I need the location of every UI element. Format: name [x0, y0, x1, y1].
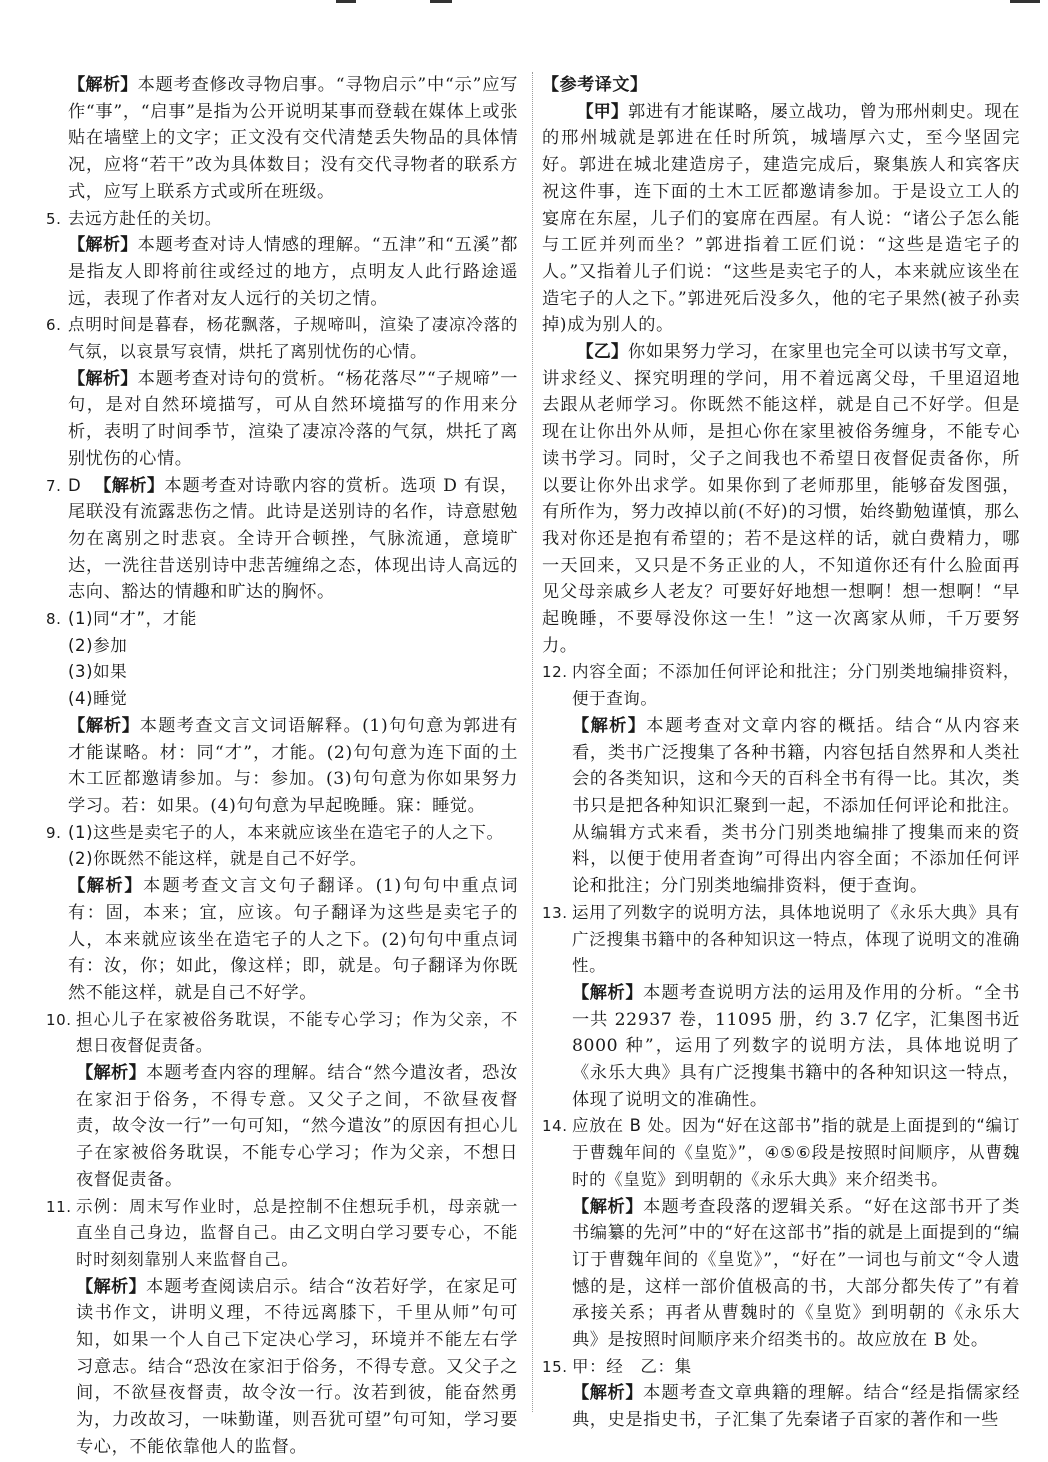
- question-number: 8.: [46, 610, 62, 629]
- analysis-text: 本题考查文言文句子翻译。(1)句句中重点词有：固，本来；宜，应该。句子翻译为这些是卖宅子的人，本来就应该坐在造宅子的人之下。(2)句句中重点词有：汝，你；如此，像这样；即，就是。句子翻译为你既然不能这样，就是自己不好学。: [68, 876, 518, 1003]
- analysis-tag: 【解析】: [68, 876, 144, 897]
- question-item-5: [46, 206, 518, 313]
- question-item-10: [46, 1007, 518, 1194]
- left-column: [46, 72, 518, 1461]
- translation-jia: [542, 99, 1020, 339]
- analysis-text: 本题考查阅读启示。结合“汝若好学，在家足可读书作文，讲明义理，不待远离膝下，千里从师”句可知，如果一个人自己下定决心学习，环境并不能左右学习意志。结合“恐汝在家汩于俗务，不得专意。又父子之间，不欲昼夜督责，故令汝一行。汝若到彼，能奋然勇为，力改故习，一味勤谨，则吾犹可望”句可知，学习要专心，不能依靠他人的监督。: [76, 1276, 518, 1457]
- sub-answer: (2)参加: [68, 635, 128, 655]
- page-edge-mark: [430, 0, 452, 3]
- question-item-8: [46, 606, 518, 820]
- answer-text: 甲：经 乙：集: [572, 1356, 692, 1376]
- question-item-9: [46, 820, 518, 1007]
- question-number: 9.: [46, 823, 62, 842]
- analysis-tag: 【解析】: [572, 715, 647, 736]
- question-item-11: [46, 1194, 518, 1461]
- jia-tag: 【甲】: [576, 101, 629, 122]
- analysis-text: 本题考查段落的逻辑关系。“好在这部书开了类书编纂的先河”中的“好在这部书”指的就是上面提到的“编订于曹魏年间的《皇览》”，“好在”一词也与前文“令人遗憾的是，这样一部价值极高的书，大部分都失传了”有着承接关系；再者从曹魏时的《皇览》到明朝的《永乐大典》是按照时间顺序来介绍类书的。故应放在 B 处。: [572, 1196, 1020, 1351]
- right-column: [542, 72, 1020, 1434]
- question-number: 15.: [542, 1357, 568, 1376]
- analysis-tag: 【解析】: [76, 1276, 147, 1297]
- question-item-15: [542, 1354, 1020, 1434]
- analysis-tag: 【解析】: [572, 982, 644, 1003]
- translation-heading: 【参考译文】: [542, 75, 648, 95]
- yi-text: 你如果努力学习，在家里也完全可以读书写文章，讲求经义、探究明理的学问，用不着远离父母，千里迢迢地去跟从老师学习。你既然不能这样，就是自己不好学。但是现在让你出外从师，是担心你在家里被俗务缠身，不能专心读书学习。同时，父子之间我也不希望日夜督促责备你，所以要让你外出求学。如果你到了老师那里，能够奋发图强，有所作为，努力改掉以前(不好)的习惯，始终勤勉谨慎，那么我对你还是抱有希望的；若不是这样的话，就白费精力，哪一天回来，又只是不务正业的人，不知道你还有什么脸面再见父母亲戚乡人老友？可要好好地想一想啊！想一想啊！“早起晚睡，不要辱没你这一生！”这一次离家从师，千万要努力。: [542, 342, 1020, 656]
- page-edge-mark: [336, 0, 356, 3]
- question-number: 14.: [542, 1117, 568, 1136]
- jia-text: 郭进有才能谋略，屡立战功，曾为邢州刺史。现在的邢州城就是郭进在任时所筑，城墙厚六丈，至今坚固完好。郭进在城北建造房子，建造完成后，聚集族人和宾客庆祝这件事，连下面的土木工匠都邀请参加。于是设立工人的宴席在东屋，儿子们的宴席在西屋。有人说：“诸公子怎么能与工匠并列而坐？”郭进指着工匠们说：“这些是造宅子的人。”又指着儿子们说：“这些是卖宅子的人，本来就应该坐在造宅子的人之下。”郭进死后没多久，他的宅子果然(被子孙卖掉)成为别人的。: [542, 101, 1020, 336]
- question-number: 13.: [542, 903, 568, 922]
- item-4-analysis: [46, 72, 518, 206]
- analysis-text: 本题考查修改寻物启事。“寻物启示”中“示”应写作“事”，“启事”是指为公开说明某事而登载在媒体上或张贴在墙壁上的文字；正文没有交代清楚丢失物品的具体情况，应将“若干”改为具体数目；没有交代寻物者的联系方式，应写上联系方式或所在班级。: [68, 75, 518, 202]
- answer-text: 点明时间是暮春，杨花飘落，子规啼叫，渲染了凄凉冷落的气氛，以哀景写哀情，烘托了离别忧伤的心情。: [68, 315, 518, 362]
- analysis-text: 本题考查文言文词语解释。(1)句句意为郭进有才能谋略。材：同“才”，才能。(2)句句意为连下面的土木工匠都邀请参加。与：参加。(3)句句意为你如果努力学习。若：如果。(4)句句意为早起晚睡。寐：睡觉。: [68, 715, 518, 816]
- answer-text: 内容全面；不添加任何评论和批注；分门别类地编排资料，便于查询。: [572, 662, 1020, 709]
- analysis-tag: 【解析】: [572, 1196, 644, 1217]
- answer-text: 担心儿子在家被俗务耽误，不能专心学习；作为父亲，不想日夜督促责备。: [76, 1009, 518, 1056]
- question-item-13: [542, 900, 1020, 1114]
- analysis-tag: 【解析】: [68, 235, 138, 256]
- answer-text: 运用了列数字的说明方法，具体地说明了《永乐大典》具有广泛搜集书籍中的各种知识这一特点，体现了说明文的准确性。: [572, 902, 1020, 976]
- yi-tag: 【乙】: [576, 342, 629, 363]
- analysis-text: 本题考查对诗句的赏析。“杨花落尽”“子规啼”一句，是对自然环境描写，可从自然环境描写的作用来分析，表明了时间季节，渲染了凄凉冷落的气氛，烘托了离别忧伤的心情。: [68, 368, 518, 469]
- analysis-tag: 【解析】: [76, 1063, 147, 1084]
- question-number: 10.: [46, 1010, 72, 1029]
- answer-text: 去远方赴任的关切。: [68, 208, 222, 228]
- analysis-tag: 【解析】: [68, 75, 138, 95]
- analysis-tag: 【解析】: [68, 368, 138, 389]
- sub-answer: (4)睡觉: [68, 689, 128, 709]
- analysis-text: 本题考查对诗歌内容的赏析。选项 D 有误，尾联没有流露悲伤之情。此诗是送别诗的名作，诗意慰勉勿在离别之时悲哀。全诗开合顿挫，气脉流通，意境旷达，一洗往昔送别诗中悲苦缠绵之态，体现出诗人高远的志向、豁达的情趣和旷达的胸怀。: [68, 475, 518, 603]
- sub-answer: (1)这些是卖宅子的人，本来就应该坐在造宅子的人之下。: [68, 822, 504, 842]
- analysis-text: 本题考查对文章内容的概括。结合“从内容来看，类书广泛搜集了各种书籍，内容包括自然界和人类社会的各类知识，这和今天的百科全书有得一比。其次，类书只是把各种知识汇聚到一起，不添加任何评论和批注。从编辑方式来看，类书分门别类地编排了搜集而来的资料，以便于使用者查询”可得出内容全面；不添加任何评论和批注；分门别类地编排资料，便于查询。: [572, 715, 1020, 897]
- question-item-7: [46, 473, 518, 607]
- question-item-14: [542, 1113, 1020, 1353]
- answer-text: D: [68, 475, 82, 495]
- question-number: 11.: [46, 1197, 72, 1216]
- question-number: 12.: [542, 663, 568, 682]
- answer-text: 示例：周末写作业时，总是控制不住想玩手机，母亲就一直坐自己身边，监督自己。由乙文明白学习要专心，不能时时刻刻靠别人来监督自己。: [76, 1196, 518, 1269]
- analysis-text: 本题考查说明方法的运用及作用的分析。“全书一共 22937 卷，11095 册，约 3.7 亿字，汇集图书近 8000 种”，运用了列数字的说明方法，具体地说明了《永乐大典》具有广泛搜集书籍中的各种知识这一特点，体现了说明文的准确性。: [572, 982, 1020, 1110]
- analysis-text: 本题考查内容的理解。结合“然今遣汝者，恐汝在家汩于俗务，不得专意。又父子之间，不欲昼夜督责，故令汝一行”一句可知，“然今遣汝”的原因有担心儿子在家被俗务耽误，不能专心学习；作为父亲，不想日夜督促责备。: [76, 1063, 518, 1190]
- column-divider: [532, 72, 533, 1412]
- analysis-tag: 【解析】: [68, 715, 140, 736]
- question-number: 6.: [46, 316, 62, 335]
- question-item-12: [542, 659, 1020, 899]
- analysis-tag: 【解析】: [94, 475, 165, 496]
- analysis-tag: 【解析】: [572, 1383, 644, 1404]
- page-edge-mark: [1010, 0, 1040, 3]
- answer-text: 应放在 B 处。因为“好在这部书”指的就是上面提到的“编订于曹魏年间的《皇览》”，④⑤⑥段是按照时间顺序，从曹魏时的《皇览》到明朝的《永乐大典》来介绍类书。: [572, 1116, 1020, 1189]
- analysis-text: 本题考查对诗人情感的理解。“五津”和“五溪”都是指友人即将前往或经过的地方，点明友人此行路途遥远，表现了作者对友人远行的关切之情。: [68, 235, 518, 309]
- sub-answer: (1)同“才”，才能: [68, 609, 197, 629]
- translation-yi: [542, 339, 1020, 659]
- question-item-6: [46, 312, 518, 472]
- question-number: 5.: [46, 209, 62, 228]
- sub-answer: (3)如果: [68, 662, 128, 682]
- analysis-text: 本题考查文章典籍的理解。结合“经是指儒家经典，史是指史书，子汇集了先秦诸子百家的著作和一些: [572, 1383, 1020, 1431]
- question-number: 7.: [46, 476, 62, 495]
- sub-answer: (2)你既然不能这样，就是自己不好学。: [68, 849, 367, 869]
